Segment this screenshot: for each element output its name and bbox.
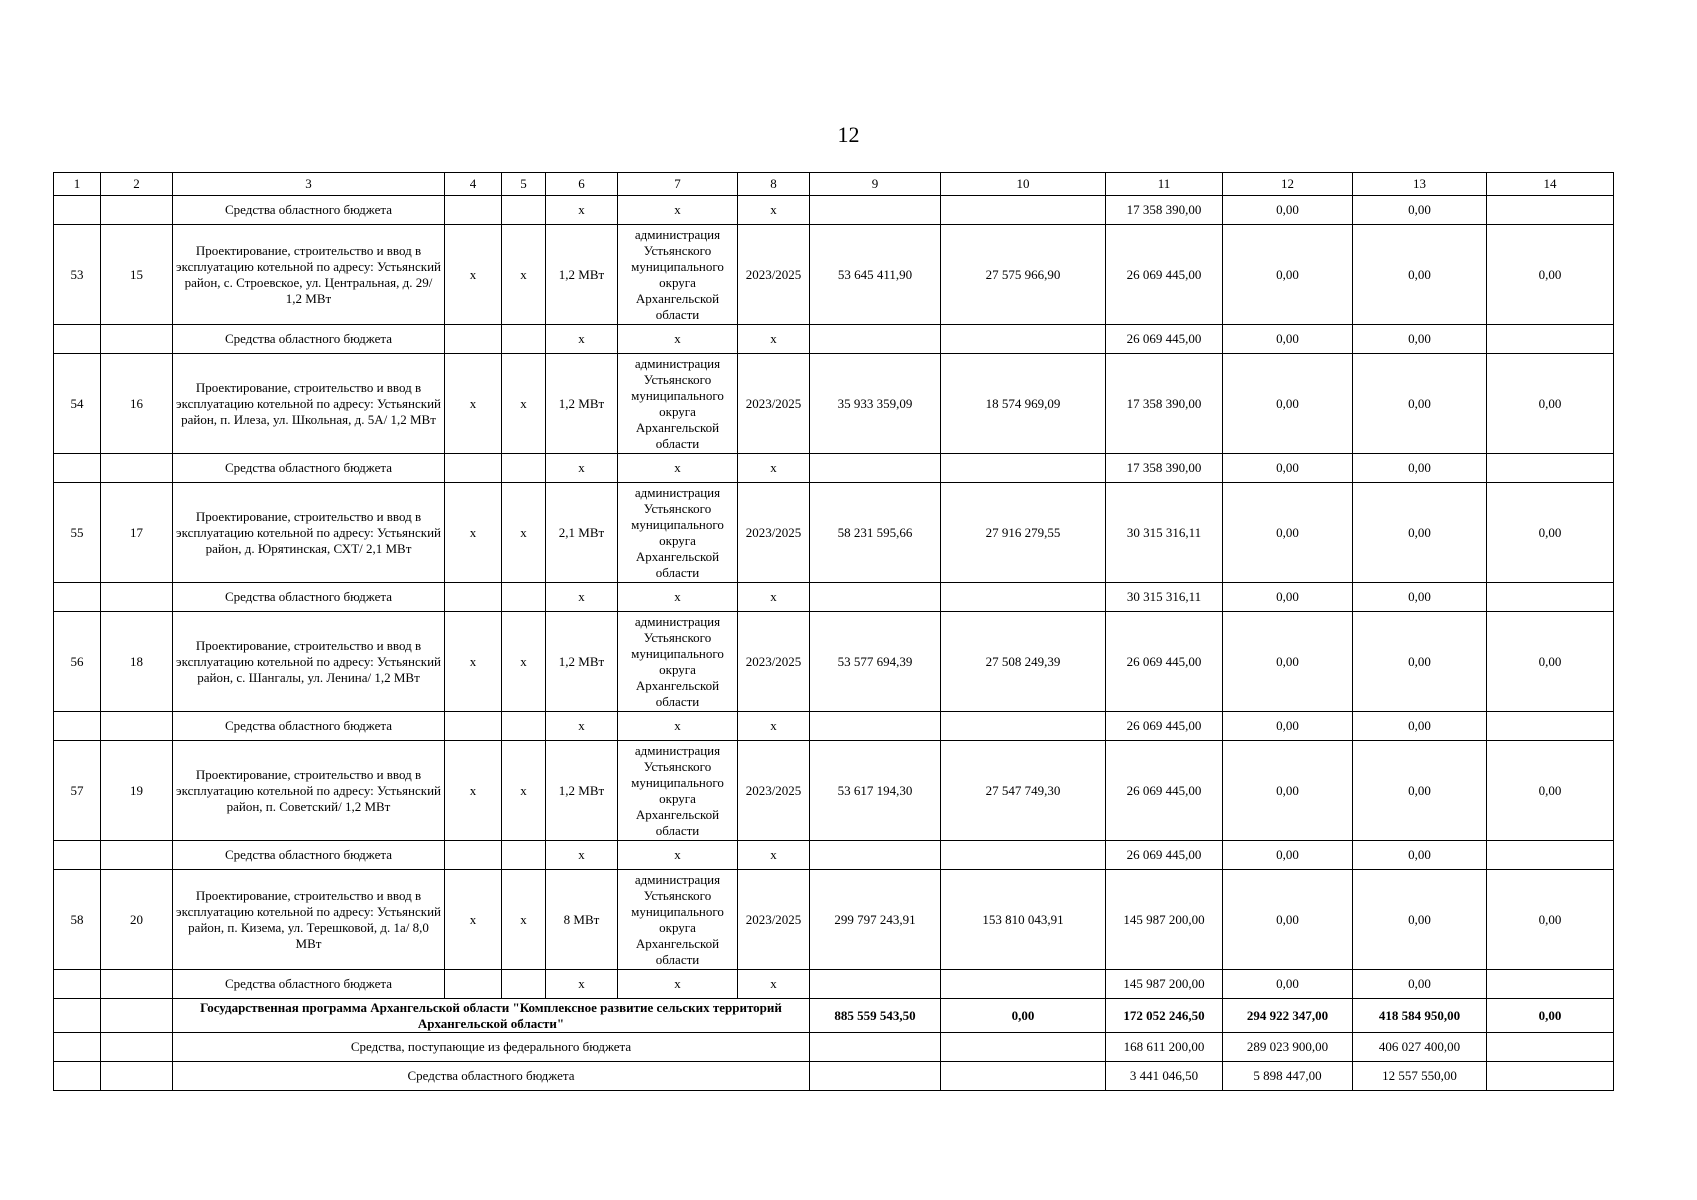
project-description: Проектирование, строительство и ввод в эксплуатацию котельной по адресу: Устьянский район, п. Советский/ 1,2 МВт: [173, 741, 445, 841]
budget-source-label: Средства областного бюджета: [173, 970, 445, 999]
budget-source-row: [54, 583, 1614, 612]
cell-col-4: [445, 841, 502, 870]
cell-col-8: х: [738, 712, 810, 741]
cell-col-6: х: [546, 970, 618, 999]
amount-c12: 0,00: [1223, 583, 1353, 612]
amount-c12: 0,00: [1223, 483, 1353, 583]
cell-col-5: [502, 970, 546, 999]
amount-c14: [1487, 454, 1614, 483]
row-number: 54: [54, 354, 101, 454]
amount-c9: 58 231 595,66: [810, 483, 941, 583]
budget-source-row: [54, 712, 1614, 741]
budget-source-row: [54, 325, 1614, 354]
project-description: Проектирование, строительство и ввод в эксплуатацию котельной по адресу: Устьянский район, д. Юрятинская, СХТ/ 2,1 МВт: [173, 483, 445, 583]
cell-col-2: [101, 325, 173, 354]
amount-c13: 0,00: [1353, 225, 1487, 325]
cell-col-7: х: [618, 970, 738, 999]
budget-source-label: Средства областного бюджета: [173, 712, 445, 741]
cell-col-5: [502, 841, 546, 870]
amount-c10: [941, 841, 1106, 870]
cell-col-1: [54, 583, 101, 612]
amount-c12: 0,00: [1223, 970, 1353, 999]
budget-source-label: Средства областного бюджета: [173, 196, 445, 225]
capacity-cell: 1,2 МВт: [546, 741, 618, 841]
cell-col-5: [502, 583, 546, 612]
project-description: Проектирование, строительство и ввод в эксплуатацию котельной по адресу: Устьянский район, с. Строевское, ул. Центральная, д. 29/ 1,2 МВт: [173, 225, 445, 325]
cell-col-2: [101, 1033, 173, 1062]
cell-col-2: [101, 454, 173, 483]
amount-c14: 0,00: [1487, 354, 1614, 454]
cell-col-1: [54, 196, 101, 225]
amount-c10: 27 547 749,30: [941, 741, 1106, 841]
cell-col-7: х: [618, 196, 738, 225]
amount-c14: [1487, 325, 1614, 354]
capacity-cell: 1,2 МВт: [546, 612, 618, 712]
cell-col-8: х: [738, 325, 810, 354]
amount-c12: 0,00: [1223, 225, 1353, 325]
responsible-executor: администрация Устьянского муниципального округа Архангельской области: [618, 483, 738, 583]
column-header-3: 3: [173, 173, 445, 196]
cell-col-6: х: [546, 454, 618, 483]
project-row: [54, 483, 1614, 583]
cell-col-7: х: [618, 454, 738, 483]
amount-c13: 0,00: [1353, 354, 1487, 454]
amount-c9: 35 933 359,09: [810, 354, 941, 454]
total-c12: 294 922 347,00: [1223, 999, 1353, 1033]
amount-c12: 0,00: [1223, 841, 1353, 870]
amount-c11: 26 069 445,00: [1106, 712, 1223, 741]
column-header-12: 12: [1223, 173, 1353, 196]
total-c10: 0,00: [941, 999, 1106, 1033]
cell-col-2: [101, 841, 173, 870]
project-description: Проектирование, строительство и ввод в эксплуатацию котельной по адресу: Устьянский район, с. Шангалы, ул. Ленина/ 1,2 МВт: [173, 612, 445, 712]
cell-col-2: [101, 712, 173, 741]
cell-col-4: [445, 454, 502, 483]
amount-c13: 0,00: [1353, 325, 1487, 354]
responsible-executor: администрация Устьянского муниципального округа Архангельской области: [618, 225, 738, 325]
row-number: 55: [54, 483, 101, 583]
project-row: [54, 870, 1614, 970]
cell-col-1: [54, 999, 101, 1033]
responsible-executor: администрация Устьянского муниципального округа Архангельской области: [618, 354, 738, 454]
period-cell: 2023/2025: [738, 354, 810, 454]
amount-c11: 26 069 445,00: [1106, 225, 1223, 325]
project-row: [54, 225, 1614, 325]
column-number-row: [54, 173, 1614, 196]
amount-c10: [941, 712, 1106, 741]
amount-c9: 53 577 694,39: [810, 612, 941, 712]
total-c14: 0,00: [1487, 999, 1614, 1033]
table-body: [54, 173, 1614, 1091]
cell-col-1: [54, 454, 101, 483]
cell-col-4: [445, 196, 502, 225]
cell-col-7: х: [618, 325, 738, 354]
cell-col-2: [101, 999, 173, 1033]
total-c11: 172 052 246,50: [1106, 999, 1223, 1033]
funding-c13: 12 557 550,00: [1353, 1062, 1487, 1091]
amount-c14: [1487, 196, 1614, 225]
amount-c11: 30 315 316,11: [1106, 583, 1223, 612]
amount-c10: 27 916 279,55: [941, 483, 1106, 583]
cell-col-6: х: [546, 583, 618, 612]
cell-col-4: х: [445, 225, 502, 325]
funding-source-label: Средства, поступающие из федерального бюджета: [173, 1033, 810, 1062]
cell-col-5: х: [502, 870, 546, 970]
amount-c14: 0,00: [1487, 870, 1614, 970]
cell-col-8: х: [738, 841, 810, 870]
cell-col-1: [54, 1033, 101, 1062]
funding-c13: 406 027 400,00: [1353, 1033, 1487, 1062]
cell-col-4: [445, 712, 502, 741]
cell-col-4: х: [445, 741, 502, 841]
amount-c13: 0,00: [1353, 841, 1487, 870]
funding-source-row: [54, 1033, 1614, 1062]
column-header-1: 1: [54, 173, 101, 196]
cell-col-5: х: [502, 354, 546, 454]
amount-c9: 53 645 411,90: [810, 225, 941, 325]
cell-col-5: [502, 712, 546, 741]
amount-c14: 0,00: [1487, 225, 1614, 325]
column-header-9: 9: [810, 173, 941, 196]
cell-col-8: х: [738, 454, 810, 483]
column-header-10: 10: [941, 173, 1106, 196]
amount-c9: 53 617 194,30: [810, 741, 941, 841]
cell-col-4: [445, 325, 502, 354]
cell-col-7: х: [618, 841, 738, 870]
cell-col-9: [810, 1062, 941, 1091]
column-header-11: 11: [1106, 173, 1223, 196]
capacity-cell: 2,1 МВт: [546, 483, 618, 583]
amount-c11: 26 069 445,00: [1106, 841, 1223, 870]
cell-col-2: [101, 970, 173, 999]
project-row: [54, 741, 1614, 841]
column-header-5: 5: [502, 173, 546, 196]
cell-col-5: х: [502, 225, 546, 325]
budget-source-label: Средства областного бюджета: [173, 583, 445, 612]
page-number: 12: [837, 122, 860, 147]
amount-c13: 0,00: [1353, 583, 1487, 612]
amount-c12: 0,00: [1223, 870, 1353, 970]
budget-source-label: Средства областного бюджета: [173, 325, 445, 354]
amount-c12: 0,00: [1223, 741, 1353, 841]
cell-col-4: [445, 970, 502, 999]
funding-c12: 289 023 900,00: [1223, 1033, 1353, 1062]
amount-c11: 17 358 390,00: [1106, 196, 1223, 225]
amount-c12: 0,00: [1223, 196, 1353, 225]
column-header-6: 6: [546, 173, 618, 196]
subrow-number: 16: [101, 354, 173, 454]
funding-c12: 5 898 447,00: [1223, 1062, 1353, 1091]
cell-col-14: [1487, 1033, 1614, 1062]
funding-c11: 168 611 200,00: [1106, 1033, 1223, 1062]
cell-col-1: [54, 712, 101, 741]
project-row: [54, 612, 1614, 712]
budget-source-row: [54, 454, 1614, 483]
amount-c11: 145 987 200,00: [1106, 870, 1223, 970]
amount-c9: [810, 196, 941, 225]
capacity-cell: 1,2 МВт: [546, 225, 618, 325]
cell-col-8: х: [738, 583, 810, 612]
project-description: Проектирование, строительство и ввод в эксплуатацию котельной по адресу: Устьянский район, п. Кизема, ул. Терешковой, д. 1а/ 8,0 МВт: [173, 870, 445, 970]
period-cell: 2023/2025: [738, 741, 810, 841]
funding-c11: 3 441 046,50: [1106, 1062, 1223, 1091]
amount-c10: 18 574 969,09: [941, 354, 1106, 454]
budget-source-label: Средства областного бюджета: [173, 454, 445, 483]
amount-c11: 17 358 390,00: [1106, 354, 1223, 454]
amount-c10: 27 575 966,90: [941, 225, 1106, 325]
subrow-number: 15: [101, 225, 173, 325]
cell-col-5: х: [502, 741, 546, 841]
amount-c14: [1487, 841, 1614, 870]
column-header-4: 4: [445, 173, 502, 196]
cell-col-5: х: [502, 483, 546, 583]
cell-col-1: [54, 841, 101, 870]
cell-col-4: х: [445, 354, 502, 454]
amount-c10: [941, 196, 1106, 225]
column-header-2: 2: [101, 173, 173, 196]
capacity-cell: 1,2 МВт: [546, 354, 618, 454]
amount-c9: [810, 325, 941, 354]
subrow-number: 17: [101, 483, 173, 583]
cell-col-6: х: [546, 841, 618, 870]
cell-col-10: [941, 1033, 1106, 1062]
amount-c14: [1487, 712, 1614, 741]
period-cell: 2023/2025: [738, 483, 810, 583]
row-number: 56: [54, 612, 101, 712]
amount-c14: [1487, 970, 1614, 999]
amount-c13: 0,00: [1353, 454, 1487, 483]
amount-c12: 0,00: [1223, 454, 1353, 483]
cell-col-7: х: [618, 712, 738, 741]
amount-c11: 26 069 445,00: [1106, 325, 1223, 354]
amount-c12: 0,00: [1223, 325, 1353, 354]
amount-c14: 0,00: [1487, 612, 1614, 712]
amount-c9: [810, 583, 941, 612]
budget-source-row: [54, 841, 1614, 870]
amount-c13: 0,00: [1353, 870, 1487, 970]
amount-c12: 0,00: [1223, 712, 1353, 741]
budget-source-label: Средства областного бюджета: [173, 841, 445, 870]
cell-col-10: [941, 1062, 1106, 1091]
total-c13: 418 584 950,00: [1353, 999, 1487, 1033]
cell-col-6: х: [546, 712, 618, 741]
amount-c13: 0,00: [1353, 741, 1487, 841]
amount-c14: 0,00: [1487, 483, 1614, 583]
amount-c11: 17 358 390,00: [1106, 454, 1223, 483]
amount-c12: 0,00: [1223, 612, 1353, 712]
project-description: Проектирование, строительство и ввод в эксплуатацию котельной по адресу: Устьянский район, п. Илеза, ул. Школьная, д. 5А/ 1,2 МВт: [173, 354, 445, 454]
amount-c10: [941, 454, 1106, 483]
responsible-executor: администрация Устьянского муниципального округа Архангельской области: [618, 612, 738, 712]
amount-c13: 0,00: [1353, 712, 1487, 741]
cell-col-14: [1487, 1062, 1614, 1091]
amount-c14: [1487, 583, 1614, 612]
amount-c11: 30 315 316,11: [1106, 483, 1223, 583]
cell-col-6: х: [546, 196, 618, 225]
amount-c9: [810, 970, 941, 999]
budget-source-row: [54, 970, 1614, 999]
amount-c13: 0,00: [1353, 196, 1487, 225]
amount-c9: [810, 841, 941, 870]
cell-col-2: [101, 196, 173, 225]
cell-col-5: [502, 325, 546, 354]
amount-c13: 0,00: [1353, 483, 1487, 583]
cell-col-4: [445, 583, 502, 612]
funding-source-row: [54, 1062, 1614, 1091]
subrow-number: 18: [101, 612, 173, 712]
amount-c9: 299 797 243,91: [810, 870, 941, 970]
period-cell: 2023/2025: [738, 225, 810, 325]
program-total-row: [54, 999, 1614, 1033]
amount-c11: 26 069 445,00: [1106, 612, 1223, 712]
column-header-8: 8: [738, 173, 810, 196]
budget-source-row: [54, 196, 1614, 225]
cell-col-5: [502, 454, 546, 483]
amount-c10: [941, 583, 1106, 612]
row-number: 53: [54, 225, 101, 325]
total-c9: 885 559 543,50: [810, 999, 941, 1033]
project-row: [54, 354, 1614, 454]
period-cell: 2023/2025: [738, 870, 810, 970]
responsible-executor: администрация Устьянского муниципального округа Архангельской области: [618, 741, 738, 841]
program-table: [53, 172, 1614, 1091]
program-title: Государственная программа Архангельской области "Комплексное развитие сельских территорий Архангельской области": [173, 999, 810, 1033]
cell-col-4: х: [445, 870, 502, 970]
funding-source-label: Средства областного бюджета: [173, 1062, 810, 1091]
amount-c10: [941, 325, 1106, 354]
column-header-13: 13: [1353, 173, 1487, 196]
cell-col-5: х: [502, 612, 546, 712]
cell-col-6: х: [546, 325, 618, 354]
amount-c9: [810, 712, 941, 741]
cell-col-7: х: [618, 583, 738, 612]
cell-col-1: [54, 1062, 101, 1091]
cell-col-9: [810, 1033, 941, 1062]
amount-c10: 153 810 043,91: [941, 870, 1106, 970]
amount-c10: 27 508 249,39: [941, 612, 1106, 712]
column-header-14: 14: [1487, 173, 1614, 196]
row-number: 57: [54, 741, 101, 841]
column-header-7: 7: [618, 173, 738, 196]
amount-c12: 0,00: [1223, 354, 1353, 454]
period-cell: 2023/2025: [738, 612, 810, 712]
amount-c11: 145 987 200,00: [1106, 970, 1223, 999]
row-number: 58: [54, 870, 101, 970]
cell-col-2: [101, 583, 173, 612]
amount-c11: 26 069 445,00: [1106, 741, 1223, 841]
cell-col-2: [101, 1062, 173, 1091]
subrow-number: 19: [101, 741, 173, 841]
cell-col-8: х: [738, 970, 810, 999]
cell-col-4: х: [445, 483, 502, 583]
cell-col-5: [502, 196, 546, 225]
amount-c14: 0,00: [1487, 741, 1614, 841]
amount-c13: 0,00: [1353, 612, 1487, 712]
amount-c9: [810, 454, 941, 483]
cell-col-8: х: [738, 196, 810, 225]
responsible-executor: администрация Устьянского муниципального округа Архангельской области: [618, 870, 738, 970]
capacity-cell: 8 МВт: [546, 870, 618, 970]
amount-c13: 0,00: [1353, 970, 1487, 999]
cell-col-1: [54, 325, 101, 354]
cell-col-4: х: [445, 612, 502, 712]
subrow-number: 20: [101, 870, 173, 970]
cell-col-1: [54, 970, 101, 999]
amount-c10: [941, 970, 1106, 999]
